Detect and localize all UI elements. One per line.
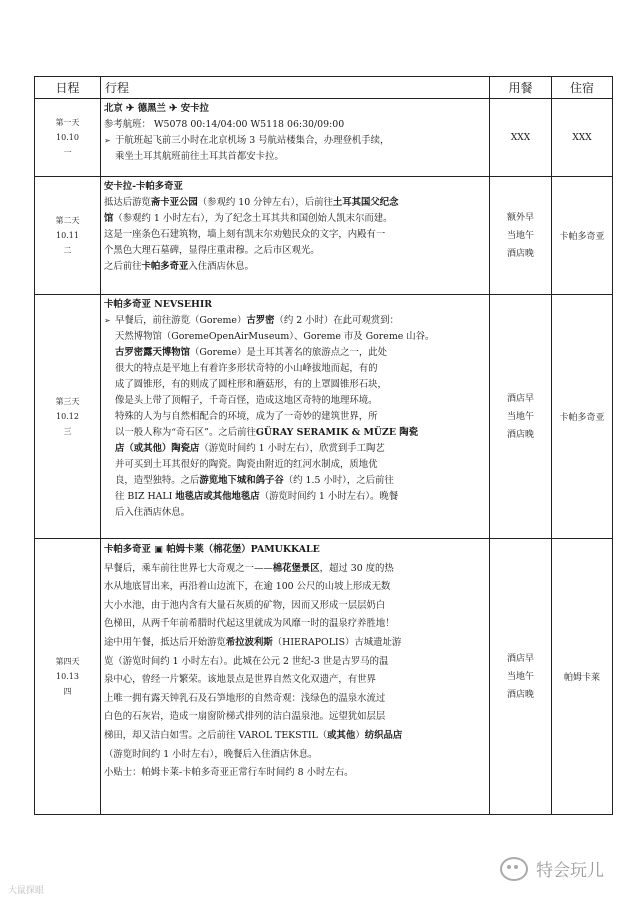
text-line: 像是头上带了顶帽子，千奇百怪，造成这地区奇特的地理环境。 xyxy=(115,395,378,406)
text-line: 这是一座条色石建筑物，墙上刻有凯末尔劝勉民众的文字，内殿有一 xyxy=(104,229,386,240)
day-cell xyxy=(35,295,101,539)
text-line: 览（游览时间约 1 小时左右）。此城在公元 2 世纪-3 世是古罗马的温 xyxy=(104,655,389,667)
text-line: 天然博物馆（GoremeOpenAirMuseum）、Goreme 市及 Goreme 山谷。 xyxy=(115,331,435,342)
text-line: （游览时间约 1 小时左右），晚餐后入住酒店休息。 xyxy=(104,748,318,760)
day-number: 三 xyxy=(63,427,72,436)
day-title: 卡帕多奇亚 ▣ 帕姆卡莱（棉花堡）PAMUKKALE xyxy=(104,544,320,555)
text-line: 古罗密露天博物馆（Goreme）是土耳其著名的旅游点之一，此处 xyxy=(115,347,387,358)
day-row-4 xyxy=(35,539,613,815)
airplane-icon: ✈ xyxy=(126,103,135,114)
day-title: 卡帕多奇亚 NEVSEHIR xyxy=(104,299,213,310)
hotel-cell: 卡帕多奇亚 xyxy=(552,177,613,295)
text-line: 良，造型独特。之后游览地下城和鸽子谷（约 1.5 小时），之后前往 xyxy=(115,475,394,486)
text-line: 之后前往卡帕多奇亚入住酒店休息。 xyxy=(104,261,255,272)
meal-cell: XXX xyxy=(490,99,552,177)
arrow-bullet-icon: ➢ xyxy=(104,316,111,325)
meal-cell: 额外早 当地午 酒店晚 xyxy=(490,177,552,295)
day-date: 10.11 xyxy=(56,231,79,240)
hotel-cell: XXX xyxy=(552,99,613,177)
tip-line: 小贴士：帕姆卡莱-卡帕多奇亚正常行车时间约 8 小时左右。 xyxy=(104,767,354,779)
day-cell xyxy=(35,177,101,295)
text-line: 往 BIZ HALI 地毯店或其他地毯店（游览时间约 1 小时左右）。晚餐 xyxy=(115,491,399,502)
header-itinerary: 行程 xyxy=(101,77,490,99)
text-line: 店（或其他）陶瓷店（游览时间约 1 小时左右），欣赏到手工陶艺 xyxy=(115,443,385,454)
day-date: 10.13 xyxy=(56,672,79,681)
text-line: 后入住酒店休息。 xyxy=(115,507,191,518)
day-label: 第二天 xyxy=(55,216,80,225)
day-label: 第四天 xyxy=(55,657,80,666)
meal-cell: 酒店早 当地午 酒店晚 xyxy=(490,295,552,539)
day-number: 二 xyxy=(63,246,72,255)
day-number: 四 xyxy=(63,687,72,696)
text-line: 并可买到土耳其很好的陶瓷。陶瓷由附近的红河水制成，质地优 xyxy=(115,459,378,470)
note-line: 乘坐土耳其航班前往土耳其首都安卡拉。 xyxy=(115,151,284,162)
text-line: 很大的特点是平地上有着许多形状奇特的小山峰拔地而起，有的 xyxy=(115,363,378,374)
text-line: 水从地底冒出来，再沿着山边流下，在逾 100 公尺的山坡上形成无数 xyxy=(104,581,391,593)
hotel-cell: 卡帕多奇亚 xyxy=(552,295,613,539)
text-line: 上唯一拥有露天钟乳石及石笋地形的自然奇观：浅绿色的温泉水流过 xyxy=(104,692,386,704)
watermark-right xyxy=(500,856,604,881)
itinerary-cell xyxy=(101,177,490,295)
header-hotel: 住宿 xyxy=(552,77,613,99)
arrow-bullet-icon: ➢ xyxy=(104,136,111,145)
text-line: 成了圆锥形，有的则成了圆柱形和蘑菇形，有的上罩圆锥形石块， xyxy=(115,379,387,390)
header-meals: 用餐 xyxy=(490,77,552,99)
day-row-3 xyxy=(35,295,613,539)
day-cell xyxy=(35,99,101,177)
day-date: 10.12 xyxy=(56,412,79,421)
text-line: 抵达后游览斋卡亚公园（参观约 10 分钟左右），后前往土耳其国父纪念 xyxy=(104,197,399,208)
header-day: 日程 xyxy=(35,77,101,99)
itinerary-table xyxy=(34,76,613,815)
text-line: 早餐后，乘车前往世界七大奇观之一——棉花堡景区，超过 30 度的热 xyxy=(104,562,394,574)
day-number: 一 xyxy=(63,148,72,157)
header-row xyxy=(35,77,613,99)
bus-icon: ▣ xyxy=(154,544,164,555)
day-row-1 xyxy=(35,99,613,177)
day-label: 第一天 xyxy=(55,118,80,127)
day-row-2 xyxy=(35,177,613,295)
text-line: 色梯田，从两千年前希腊时代起这里就成为风靡一时的温泉疗养胜地！ xyxy=(104,618,395,630)
text-line: 特殊的人为与自然相配合的环境，成为了一奇妙的建筑世界，所 xyxy=(115,411,378,422)
list-item: ➢ 于航班起飞前三小时在北京机场 3 号航站楼集合，办理登机手续， xyxy=(104,133,486,149)
itinerary-cell xyxy=(101,295,490,539)
text-line: 白色的石灰岩，造成一扇窗阶梯式排列的洁白温泉池。远望犹如层层 xyxy=(104,711,386,723)
list-item: ➢ 早餐后，前往游览（Goreme）古罗密（约 2 小时）在此可观赏到： xyxy=(104,313,486,329)
day-title: 安卡拉-卡帕多奇亚 xyxy=(104,181,183,192)
text-line: 馆（参观约 1 小时左右），为了纪念土耳其共和国创始人凯末尔而建。 xyxy=(104,213,393,224)
text-line: 途中用午餐，抵达后开始游览希拉波利斯（HIERAPOLIS）古城遗址游 xyxy=(104,636,402,648)
day-cell xyxy=(35,539,101,815)
day-title: 北京 ✈ 德黑兰 ✈ 安卡拉 xyxy=(104,103,209,114)
watermark-left: 大鼠探眼 xyxy=(8,886,45,896)
airplane-icon: ✈ xyxy=(169,103,178,114)
text-line: 以一般人称为“奇石区”。之后前往GÜRAY SERAMIK & MÜZE 陶瓷 xyxy=(115,427,419,438)
text-line: 个黑色大理石墓碑，显得庄重肃穆。之后市区观光。 xyxy=(104,245,320,256)
text-line: 泉中心，曾经一片繁荣。该地景点是世界自然文化双遗产，有世界 xyxy=(104,674,376,686)
day-date: 10.10 xyxy=(56,133,79,142)
text-line: 大小水池，由于池内含有大量石灰质的矿物，因而又形成一层层奶白 xyxy=(104,599,386,611)
meal-cell: 酒店早 当地午 酒店晚 xyxy=(490,539,552,815)
flight-info: 参考航班： W5078 00:14/04:00 W5118 06:30/09:00 xyxy=(104,119,345,130)
watermark-right-text: 特会玩儿 xyxy=(536,861,604,881)
day-label: 第三天 xyxy=(55,397,80,406)
text-line: 梯田，却又洁白如雪。之后前往 VAROL TEKSTIL（或其他）纺织品店 xyxy=(104,729,403,741)
itinerary-cell xyxy=(101,539,490,815)
hotel-cell: 帕姆卡莱 xyxy=(552,539,613,815)
itinerary-cell xyxy=(101,99,490,177)
wechat-icon xyxy=(500,857,528,881)
